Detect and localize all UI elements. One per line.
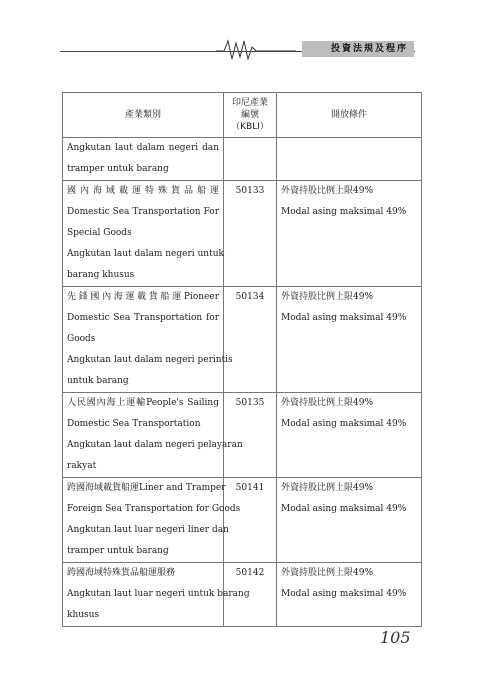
category-cell [63, 393, 243, 478]
category-line: 先鋒國內海運載貨船運Pioneer [67, 292, 219, 302]
category-cell [63, 478, 241, 563]
table-row [63, 287, 422, 393]
header-kbli-code [224, 93, 277, 138]
code-cell [224, 393, 277, 478]
table-row [63, 181, 422, 287]
header-code-line1: 印尼產業 [231, 98, 268, 108]
table-header-row [63, 93, 422, 138]
kbli-code: 50141 [235, 483, 265, 493]
category-line: barang khusus [67, 270, 135, 280]
category-line: untuk barang [67, 376, 129, 386]
condition-line: Modal asing maksimal 49% [281, 589, 407, 599]
header-conditions: 開放條件 [277, 93, 422, 138]
condition-line: Modal asing maksimal 49% [281, 207, 407, 217]
category-line: Domestic Sea Transportation for [67, 313, 219, 323]
page-number: 105 [380, 628, 411, 647]
category-line: 國內海域載運特殊貨品船運 [67, 186, 219, 196]
code-cell [224, 138, 277, 181]
header-category: 產業類別 [63, 93, 224, 138]
category-line: Angkutan laut dalam negeri perintis [67, 355, 233, 365]
category-line: Domestic Sea Transportation For [67, 207, 219, 217]
condition-cell [277, 563, 422, 627]
category-line: 跨國海域載貨船運Liner and Tramper [67, 483, 226, 493]
category-line: Angkutan laut luar negeri liner dan [67, 525, 229, 535]
condition-line: Modal asing maksimal 49% [281, 313, 407, 323]
category-line: Angkutan laut dalam negeri dan [67, 143, 219, 153]
code-cell [224, 478, 277, 563]
header-code-line2: 編號 [240, 110, 259, 120]
category-line: Special Goods [67, 228, 132, 238]
category-line: 人民國內海上運輸People's Sailing [67, 398, 219, 408]
category-line: 跨國海域特殊貨品船運服務 [67, 568, 176, 578]
condition-cell [277, 478, 422, 563]
category-cell [63, 138, 224, 181]
category-line: Angkutan laut dalam negeri untuk [67, 249, 224, 259]
condition-cell [277, 138, 422, 181]
table-row [63, 478, 422, 563]
category-line: khusus [67, 610, 100, 620]
category-line: Angkutan laut luar negeri untuk barang [67, 589, 250, 599]
industry-table [62, 92, 422, 627]
table-row [63, 563, 422, 627]
condition-cell [277, 287, 422, 393]
table-row [63, 393, 422, 478]
category-line: Domestic Sea Transportation [67, 419, 201, 429]
condition-line: Modal asing maksimal 49% [281, 504, 407, 514]
header-code-line3: （KBLI） [231, 122, 269, 132]
condition-line: 外資持股比例上限49% [281, 292, 374, 302]
code-cell [224, 287, 277, 393]
heartbeat-icon [216, 38, 296, 62]
condition-line: 外資持股比例上限49% [281, 483, 374, 493]
kbli-code: 50133 [235, 186, 265, 196]
category-cell [63, 181, 224, 287]
condition-line: Modal asing maksimal 49% [281, 419, 407, 429]
kbli-code: 50134 [235, 292, 265, 302]
condition-line: 外資持股比例上限49% [281, 398, 374, 408]
table-row [63, 138, 422, 181]
header-title: 投資法規及程序 [302, 41, 414, 57]
kbli-code: 50135 [235, 398, 265, 408]
condition-cell [277, 393, 422, 478]
category-line: Angkutan laut dalam negeri pelayaran [67, 440, 243, 450]
condition-line: 外資持股比例上限49% [281, 568, 374, 578]
category-cell [63, 287, 233, 393]
category-line: tramper untuk barang [67, 546, 169, 556]
category-line: tramper untuk barang [67, 164, 169, 174]
kbli-code: 50142 [235, 568, 265, 578]
condition-line: 外資持股比例上限49% [281, 186, 374, 196]
category-line: Goods [67, 334, 96, 344]
condition-cell [277, 181, 422, 287]
code-cell [224, 181, 277, 287]
category-line: Foreign Sea Transportation for Goods [67, 504, 241, 514]
category-line: rakyat [67, 461, 97, 471]
